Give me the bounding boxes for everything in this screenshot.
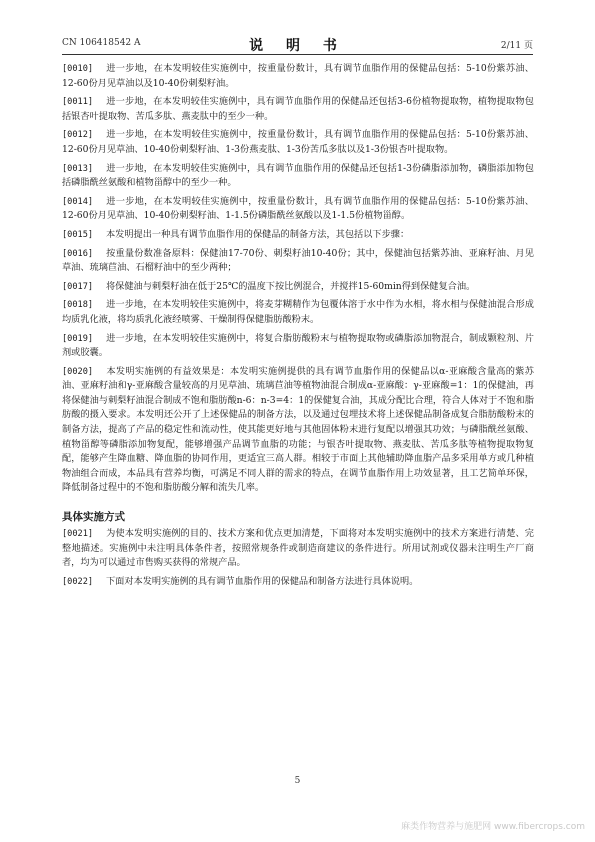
paragraph-number: [0021]	[62, 529, 94, 540]
paragraph-text: 为使本发明实施例的目的、技术方案和优点更加清楚，下面将对本发明实施例中的技术方案进行清楚、完整地描述。实施例中未注明具体条件者，按照常规条件或制造商建议的条件进行。所用试剂或仪器未注明生产厂商者，均为可以通过市售购买获得的常规产品。	[62, 528, 534, 569]
page-header	[62, 34, 533, 55]
paragraph-text: 进一步地，在本发明较佳实施例中，将复合脂肪酸粉末与植物提取物或磷脂添加物混合，制成颗粒剂、片剂或胶囊。	[62, 332, 534, 359]
paragraph-number: [0017]	[62, 281, 94, 292]
paragraph-number: [0012]	[62, 130, 94, 141]
paragraph-number: [0013]	[62, 163, 94, 174]
paragraph-0015	[62, 228, 534, 243]
paragraph-text: 将保健油与刺梨籽油在低于25℃的温度下按比例混合，并搅拌15-60min得到保健复合油。	[106, 280, 476, 292]
paragraph-number: [0018]	[62, 300, 94, 311]
paragraph-0018	[62, 298, 534, 327]
paragraph-text: 下面对本发明实施例的具有调节血脂作用的保健品和制备方法进行具体说明。	[106, 575, 419, 587]
paragraph-text: 进一步地，在本发明较佳实施例中，按重量份数计，具有调节血脂作用的保健品包括：5-10份紫苏油、12-60份月见草油、10-40份刺梨籽油、1-1.5份磷脂酰丝氨酸以及1-1.5份植物甾醇。	[62, 195, 534, 222]
paragraph-text: 进一步地，在本发明较佳实施例中，具有调节血脂作用的保健品还包括1-3份磷脂添加物，磷脂添加物包括磷脂酰丝氨酸和植物甾醇中的至少一种。	[62, 162, 534, 189]
paragraph-text: 进一步地，在本发明较佳实施例中，按重量份数计，具有调节血脂作用的保健品包括：5-10份紫苏油、12-60份月见草油以及10-40份刺梨籽油。	[62, 63, 534, 89]
paragraph-0013	[62, 162, 534, 191]
document-body	[62, 62, 534, 593]
patent-number: CN 106418542 A	[62, 38, 141, 48]
paragraph-0010	[62, 62, 534, 91]
paragraph-number: [0014]	[62, 196, 94, 207]
section-heading: 具体实施方式	[62, 511, 125, 524]
paragraph-text: 本发明实施例的有益效果是：本发明实施例提供的具有调节血脂作用的保健品以α-亚麻酸含量高的紫苏油、亚麻籽油和γ-亚麻酸含量较高的月见草油、琉璃苣油等植物油混合制成α-亚麻酸：γ-亚麻酸=1：1的保健油，再将保健油与刺梨籽油混合制成不饱和脂肪酸n-6：n-3=4：1的保健复合油，其成分配比合理，符合人体对于不饱和脂肪酸的摄入要求。本发明还公开了上述保健品的制备方法，以及通过包埋技术将上述保健品制备成复合脂肪酸粉末的制备方法，提高了产品的稳定性和流动性，使其能更好地与其他固体粉末进行复配以增强其功效；与磷脂酰丝氨酸、植物甾醇等磷脂添加物复配，能够增强产品调节血脂的功能；与银杏叶提取物、燕麦肽、苦瓜多肽等植物提取物复配，能够产生降血糖、降血脂的协同作用，更适宜三高人群。相较于市面上其他辅助降血脂产品多采用单方或几种植物油组合而成，本品具有营养均衡，可满足不同人群的需求的特点，在调节血脂作用上功效显著，且工艺简单环保，降低制备过程中的不饱和脂肪酸分解和流失几率。	[62, 365, 534, 494]
paragraph-0012	[62, 128, 534, 157]
page-indicator: 2/11 页	[500, 41, 533, 51]
paragraph-0019	[62, 332, 534, 361]
paragraph-0020	[62, 365, 534, 496]
paragraph-0016	[62, 247, 534, 276]
paragraph-0022	[62, 575, 534, 590]
paragraph-text: 进一步地，在本发明较佳实施例中，将麦芽糊精作为包覆体溶于水中作为水相，将水相与保健油混合形成均质乳化液，将均质乳化液经喷雾、干燥制得保健脂肪酸粉末。	[62, 299, 534, 325]
paragraph-text: 按重量份数准备原料：保健油17-70份、刺梨籽油10-40份；其中，保健油包括紫苏油、亚麻籽油、月见草油、琉璃苣油、石榴籽油中的至少两种；	[62, 247, 534, 274]
paragraph-number: [0010]	[62, 64, 94, 74]
paragraph-0021	[62, 527, 534, 571]
paragraph-number: [0022]	[62, 576, 94, 587]
watermark: 麻类作物营养与施肥网 www.fibercrops.com	[401, 822, 585, 832]
page-number: 5	[294, 776, 301, 786]
document-title: 说 明 书	[249, 38, 346, 54]
paragraph-number: [0020]	[62, 366, 94, 377]
paragraph-0017	[62, 280, 534, 295]
paragraph-number: [0016]	[62, 248, 94, 259]
paragraph-0011	[62, 95, 534, 124]
paragraph-text: 进一步地，在本发明较佳实施例中，按重量份数计，具有调节血脂作用的保健品包括：5-10份紫苏油、12-60份月见草油、10-40份刺梨籽油、1-3份燕麦肽、1-3份苦瓜多肽以及1-3份银杏叶提取物。	[62, 129, 534, 155]
paragraph-number: [0015]	[62, 229, 94, 240]
paragraph-number: [0019]	[62, 333, 94, 344]
paragraph-text: 进一步地，在本发明较佳实施例中，具有调节血脂作用的保健品还包括3-6份植物提取物，植物提取物包括银杏叶提取物、苦瓜多肽、燕麦肽中的至少一种。	[62, 96, 534, 122]
paragraph-text: 本发明提出一种具有调节血脂作用的保健品的制备方法，其包括以下步骤：	[106, 228, 410, 240]
paragraph-0014	[62, 195, 534, 224]
paragraph-number: [0011]	[62, 97, 94, 108]
